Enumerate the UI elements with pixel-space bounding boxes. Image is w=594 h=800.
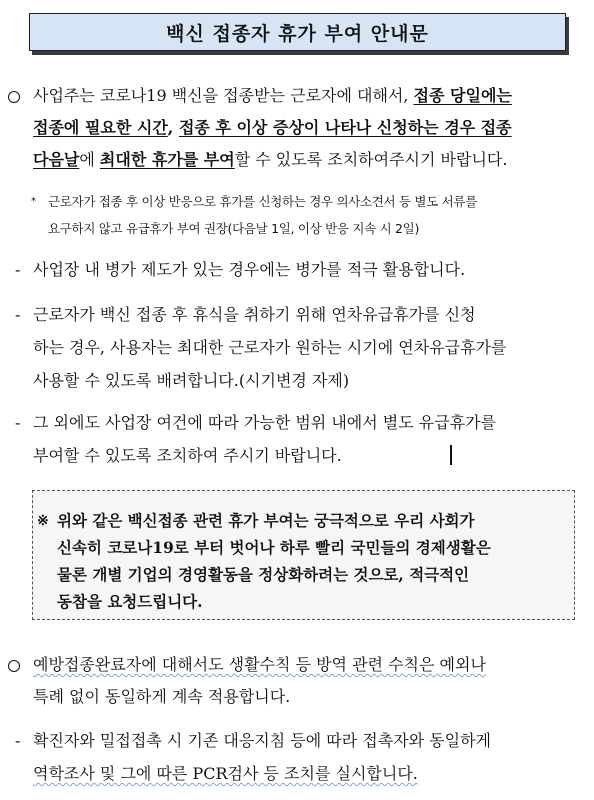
dash-bullet: - [15, 260, 21, 279]
bullet1-text: , [167, 118, 179, 137]
dash4-text: 역학조사 및 그에 따른 PCR검사 등 조치를 실시합니다. [33, 764, 418, 783]
dash-bullet: - [15, 731, 21, 750]
notice-box [32, 490, 575, 620]
notice-line3: 물론 개별 기업의 경영활동을 정상화하려는 것으로, 적극적인 [57, 565, 470, 584]
notice-line1: 위와 같은 백신접종 관련 휴가 부여는 궁극적으로 우리 사회가 [57, 511, 475, 530]
text-cursor[interactable] [450, 445, 452, 465]
dash3-line1: 그 외에도 사업장 여건에 따라 가능한 범위 내에서 별도 유급휴가를 [33, 413, 497, 432]
bullet1-emphasis: 접종에 필요한 시간 [33, 118, 168, 137]
circle-bullet-icon [8, 660, 20, 672]
bullet1-line2 [33, 118, 512, 138]
dash2-text: 사용할 수 있도록 배려합니다.(시기변경 자제) [33, 371, 350, 390]
bullet1-emphasis: 접종 후 이상 증상이 나타나 신청하는 경우 접종 [178, 118, 512, 137]
bullet1-text: 사업주는 코로나19 백신을 접종받는 근로자에 대해서, [33, 86, 414, 105]
dash2-line2: 하는 경우, 사용자는 최대한 근로자가 원하는 시기에 연차유급휴가를 [33, 338, 507, 357]
bullet1-text: 에 [79, 150, 100, 169]
dash1-line: 사업장 내 병가 제도가 있는 경우에는 병가를 적극 활용합니다. [33, 260, 466, 279]
dash-bullet: - [15, 413, 21, 432]
notice-line2: 신속히 코로나19로 부터 벗어나 하루 빨리 국민들의 경제생활은 [57, 538, 491, 557]
note-asterisk: * [31, 196, 36, 207]
dash2-line1: 근로자가 백신 접종 후 휴식을 취하기 위해 연차유급휴가를 신청 [33, 305, 476, 324]
bullet1-emphasis: 최대한 휴가를 부여 [99, 150, 235, 169]
note-line2: 요구하지 않고 유급휴가 부여 권장(다음날 1일, 이상 반응 지속 시 2일) [48, 221, 420, 236]
dash4-line2 [33, 764, 418, 784]
bullet1-line3 [33, 150, 507, 170]
bullet1-emphasis: 접종 당일에는 [413, 86, 512, 105]
dash2-line3 [33, 371, 349, 391]
dash-bullet: - [15, 305, 21, 324]
circle-bullet-icon [8, 91, 20, 103]
bullet2-line2: 특례 없이 동일하게 계속 적용합니다. [33, 687, 291, 706]
bullet2-line1 [33, 655, 486, 675]
dash3-line2: 부여할 수 있도록 조치하여 주시기 바랍니다. [33, 446, 342, 465]
bullet1-line1 [33, 86, 512, 106]
page-title: 백신 접종자 휴가 부여 안내문 [166, 22, 429, 45]
bullet1-emphasis: 다음날 [33, 150, 80, 169]
title-banner [29, 13, 566, 51]
bullet1-text: 할 수 있도록 조치하여주시기 바랍니다. [234, 150, 508, 169]
reference-mark: ※ [37, 513, 49, 529]
dash4-line1: 확진자와 밀접접촉 시 기존 대응지침 등에 따라 접촉자와 동일하게 [33, 731, 492, 750]
bullet2-text: 예방접종완료자에 대해서도 생활수칙 등 방역 관련 수칙은 예외나 [33, 655, 486, 674]
note-line1: 근로자가 접종 후 이상 반응으로 휴가를 신청하는 경우 의사소견서 등 별도 서류를 [48, 194, 477, 209]
notice-line4: 동참을 요청드립니다. [57, 592, 203, 611]
